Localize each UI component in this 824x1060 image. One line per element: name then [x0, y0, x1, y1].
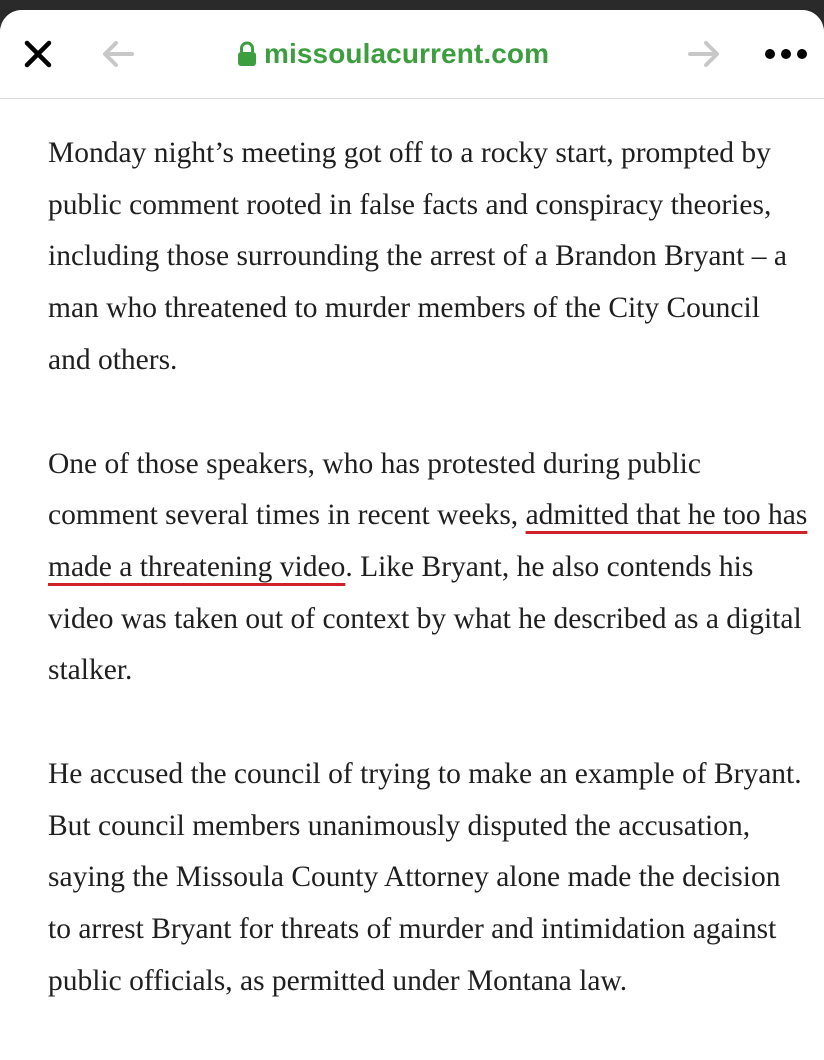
article-paragraph-2 [48, 439, 808, 698]
paragraph-2-text-end: . Like Bryant, he also contends his video was taken out of context by what he described as a digital stalker. [48, 550, 802, 687]
forward-button[interactable] [682, 32, 726, 76]
browser-toolbar [0, 10, 824, 99]
back-arrow-icon [100, 39, 136, 69]
more-dots-icon [764, 48, 808, 60]
address-bar[interactable] [236, 32, 549, 76]
threatening-video-link[interactable]: admitted that he too has made a threatening video [48, 499, 808, 583]
forward-arrow-icon [686, 39, 722, 69]
more-options-button[interactable] [760, 32, 812, 76]
paragraph-2-text-start: One of those speakers, who has protested during public comment several times in recent weeks, [48, 447, 701, 532]
article-body [48, 128, 808, 1060]
back-button[interactable] [96, 32, 140, 76]
close-button[interactable] [16, 32, 60, 76]
article-paragraph-1: Monday night’s meeting got off to a rocky start, prompted by public comment rooted in false facts and conspiracy theories, including those surrounding the arrest of a Brandon Bryant – a man who threatened to murder members of the City Council and others. [48, 137, 787, 376]
lock-icon [236, 40, 258, 68]
browser-sheet [0, 10, 824, 1060]
url-text: missoulacurrent.com [264, 38, 550, 69]
close-icon [22, 38, 54, 70]
article-paragraph-3: He accused the council of trying to make an example of Bryant. But council members unanimously disputed the accusation, saying the Missoula County Attorney alone made the decision to arrest Bryant for threats of murder and intimidation against public officials, as permitted under Montana law. [48, 758, 802, 997]
